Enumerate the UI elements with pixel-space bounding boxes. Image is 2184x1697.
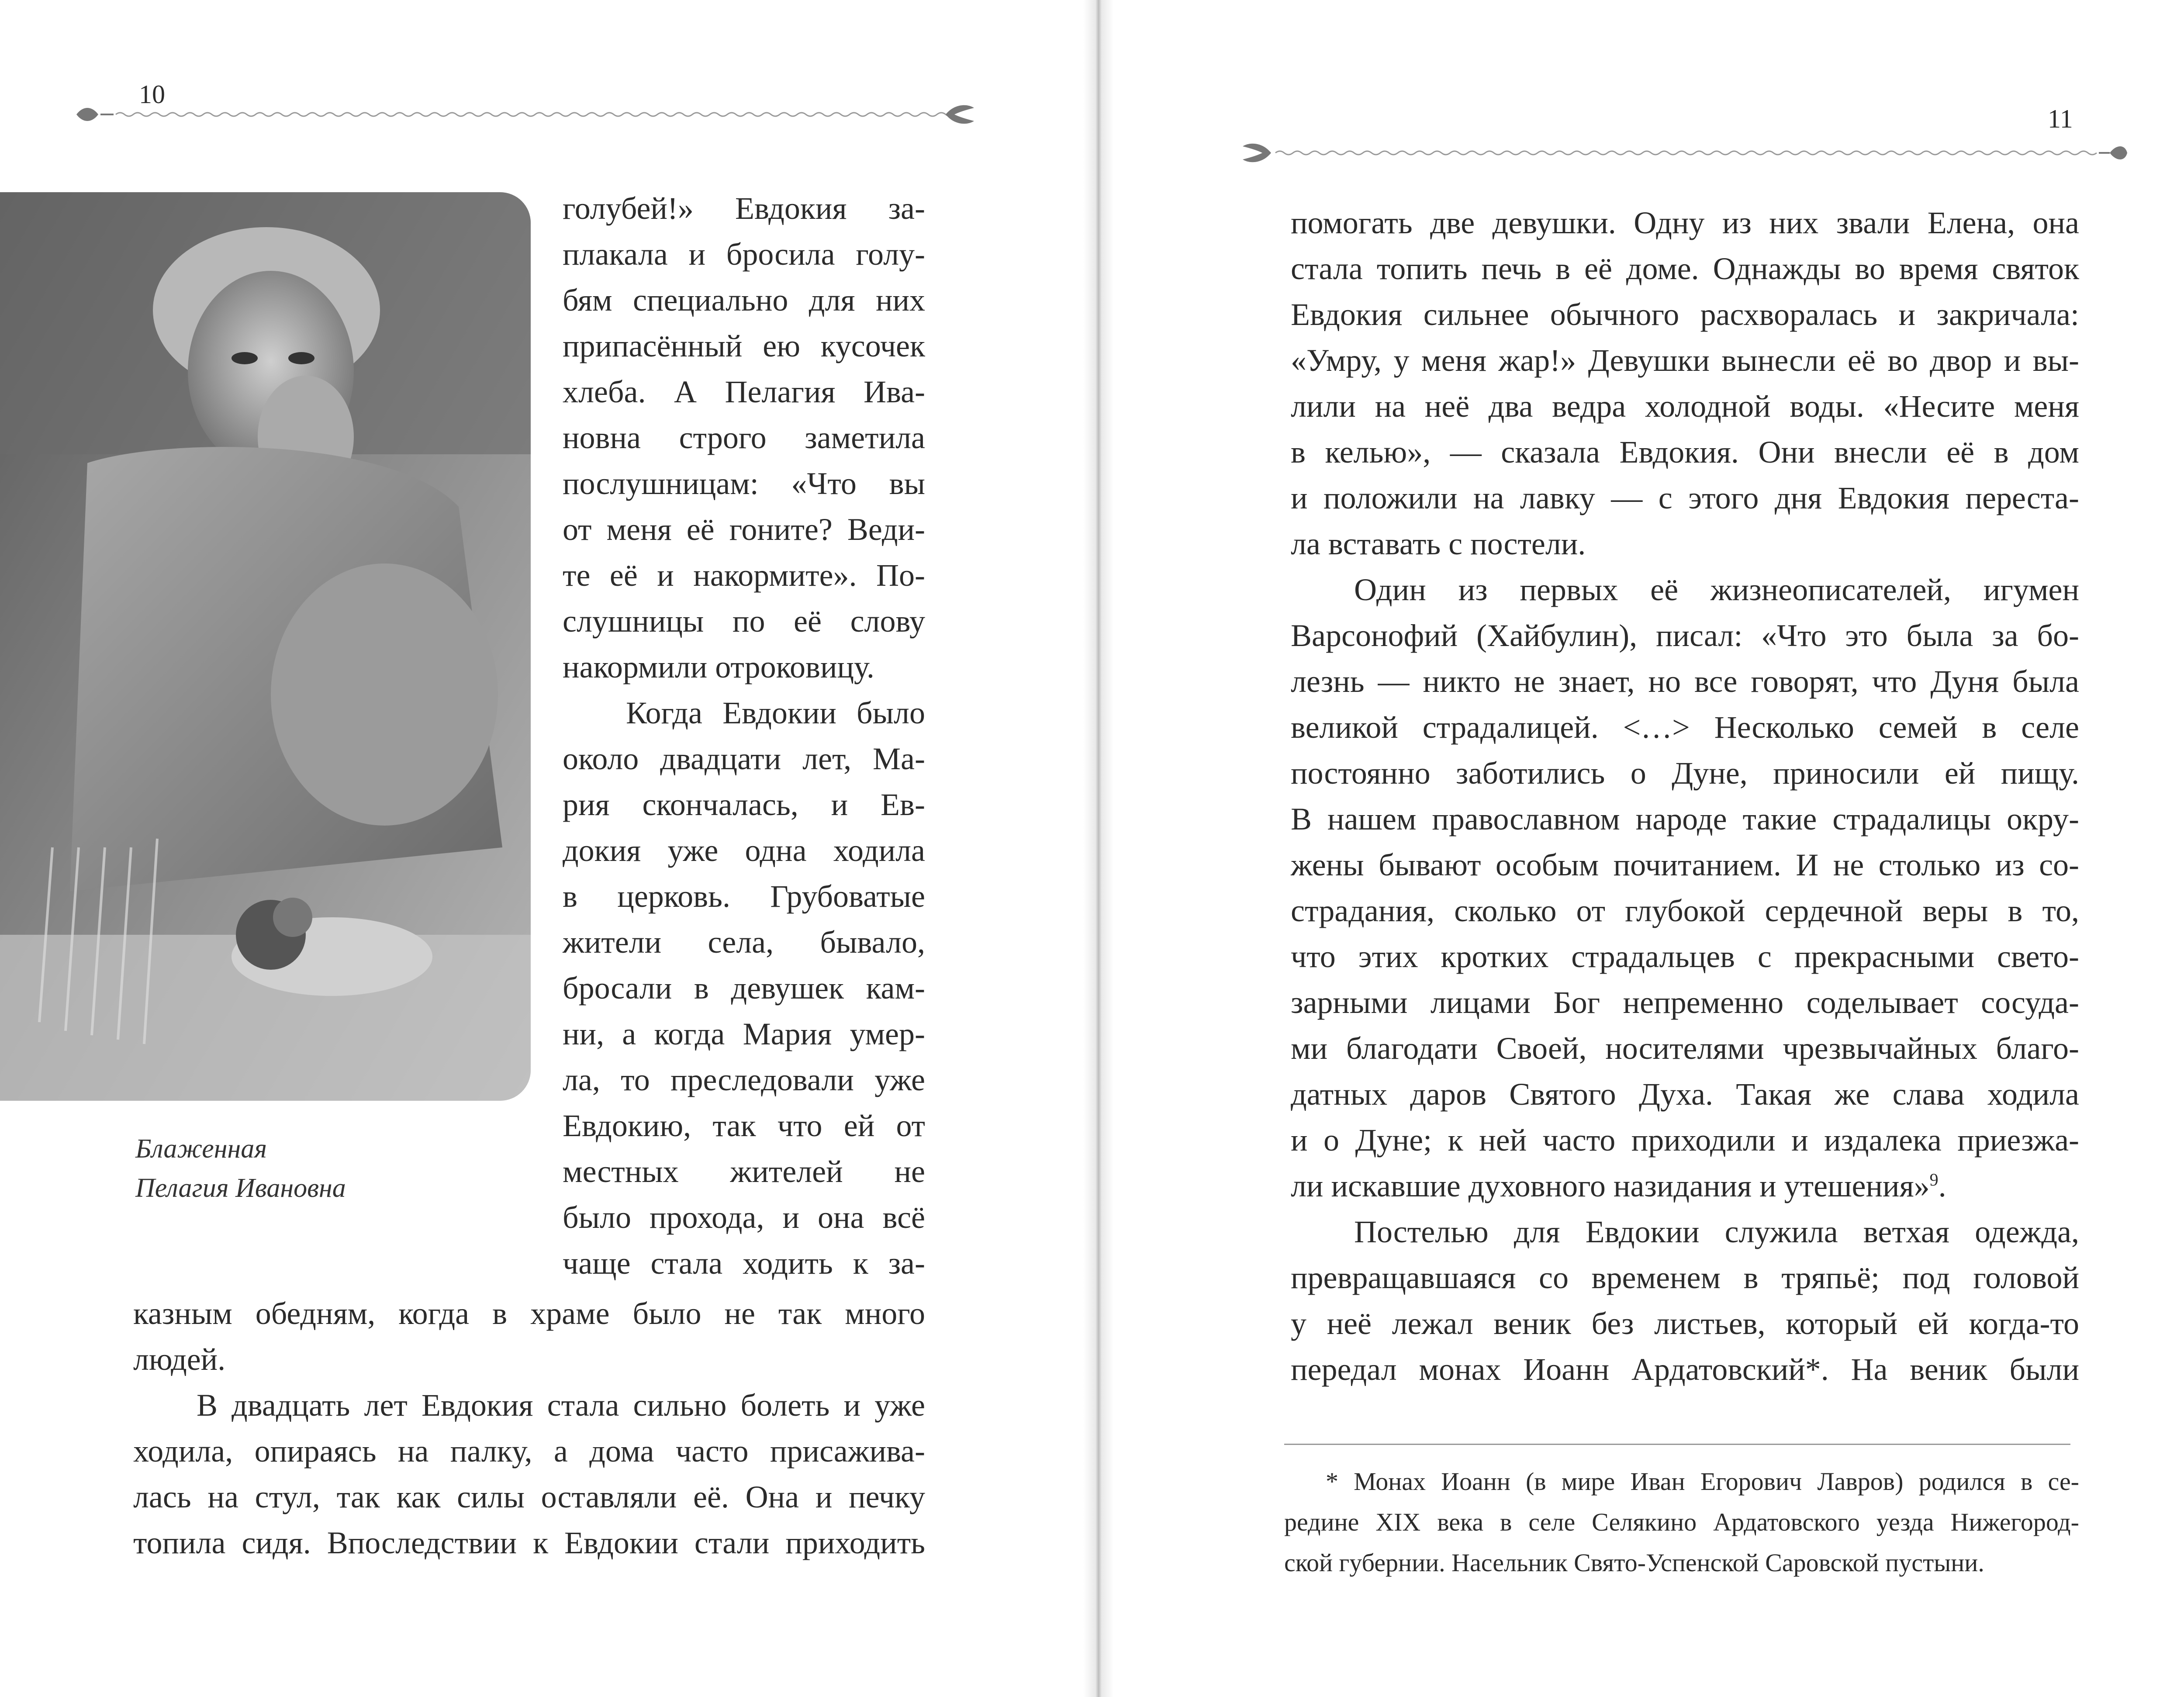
text-line: хлеба. А Пелагия Ива- (563, 374, 925, 409)
portrait-photo (0, 192, 531, 1101)
text-line: что этих кротких страдальцев с прекрасными свето- (1291, 939, 2079, 974)
text-line: ла, то преследовали уже (563, 1062, 925, 1097)
text-line: топила сидя. Впоследствии к Евдокии стали приходить (133, 1525, 925, 1560)
text-line: в церковь. Грубоватые (563, 879, 925, 914)
text-line: рия скончалась, и Ев- (563, 787, 925, 822)
text-line: помогать две девушки. Одну из них звали Елена, она (1291, 205, 2079, 240)
text-line: было прохода, и она всё (563, 1200, 925, 1235)
text-line: накормили отроковицу. (563, 650, 874, 684)
text-line: Евдокию, так что ей от (563, 1108, 925, 1143)
text-line: Постелью для Евдокии служила ветхая одежда, (1354, 1214, 2079, 1249)
text-line: зарными лицами Бог непременно соделывает сосуда- (1291, 985, 2079, 1020)
text-line: датных даров Святого Духа. Такая же слава ходила (1291, 1077, 2079, 1112)
text-line: В двадцать лет Евдокия стала сильно болеть и уже (197, 1388, 925, 1423)
portrait-photo-icon (0, 192, 531, 1101)
caption-line: Блаженная (135, 1134, 267, 1164)
text-line: от меня её гоните? Веди- (563, 512, 925, 547)
text-line: страдания, сколько от глубокой сердечной веры в то, (1291, 893, 2079, 928)
footnote (1284, 1461, 2079, 1583)
footnote-line: ской губернии. Насельник Свято-Успенской Саровской пустыни. (1284, 1548, 1984, 1577)
text-line: превращавшаяся со временем в тряпьё; под головой (1291, 1260, 2079, 1295)
footnote-line: * Монах Иоанн (в мире Иван Егорович Лавров) родился в се- (1326, 1467, 2079, 1496)
text-line: великой страдалицей. <…> Несколько семей в селе (1291, 710, 2079, 745)
text-line: местных жителей не (563, 1154, 925, 1189)
text-line: жены бывают особым почитанием. И не столько из со- (1291, 847, 2079, 882)
text-line: ни, а когда Мария умер- (563, 1016, 925, 1051)
text-line: и о Дуне; к ней часто приходили и издалека приезжа- (1291, 1123, 2079, 1158)
text-line: ли искавшие духовного назидания и утешения»$^9$. (1291, 1168, 1946, 1203)
text-line: около двадцати лет, Ма- (563, 741, 925, 776)
text-line: новна строго заметила (563, 420, 925, 455)
text-line: постоянно заботились о Дуне, приносили ей пищу. (1291, 756, 2079, 791)
text-line: передал монах Иоанн Ардатовский*. На веник были (1291, 1352, 2079, 1387)
text-line: жители села, бывало, (563, 925, 925, 960)
ornament-rule-left-icon (72, 101, 978, 128)
text-line: бросали в девушек кам- (563, 971, 925, 1006)
text-line: ла вставать с постели. (1291, 526, 1586, 561)
text-line: людей. (133, 1342, 226, 1377)
page-number-right: 11 (2048, 104, 2073, 133)
text-line: лезнь — никто не знает, но все говорят, что Дуня была (1291, 664, 2079, 699)
text-line: Евдокия сильнее обычного расхворалась и закричала: (1291, 297, 2079, 332)
footnote-separator (1284, 1444, 2070, 1445)
text-line: лась на стул, так как силы оставляли её. Она и печку (133, 1479, 925, 1514)
text-line: бям специально для них (563, 283, 925, 318)
text-line: докия уже одна ходила (563, 833, 925, 868)
full-width-text-left (133, 1291, 925, 1566)
text-line: В нашем православном народе такие страдалицы окру- (1291, 802, 2079, 836)
text-line: припасённый ею кусочек (563, 328, 925, 363)
text-line: Когда Евдокии было (626, 695, 925, 730)
text-line: послушницам: «Что вы (563, 466, 925, 501)
photo-caption (135, 1129, 441, 1208)
ornament-rule-right-icon (1238, 140, 2129, 166)
text-line: в келью», — сказала Евдокия. Они внесли её в дом (1291, 435, 2079, 470)
text-line: казным обедням, когда в храме было не так много (133, 1296, 925, 1331)
text-line: плакала и бросила голу- (563, 237, 925, 272)
text-line: те её и накормите». По- (563, 558, 925, 593)
text-line: «Умру, у меня жар!» Девушки вынесли её во двор и вы- (1291, 343, 2079, 378)
footnote-line: редине XIX века в селе Селякино Ардатовского уезда Нижегород- (1284, 1508, 2079, 1536)
text-line: и положили на лавку — с этого дня Евдокия переста- (1291, 480, 2079, 515)
text-line: Варсонофий (Хайбулин), писал: «Что это была за бо- (1291, 618, 2079, 653)
narrow-column-text (563, 186, 925, 1286)
text-line: слушницы по её слову (563, 604, 925, 639)
text-line: чаще стала ходить к за- (563, 1246, 925, 1281)
text-line: Один из первых её жизнеописателей, игумен (1354, 572, 2079, 607)
text-line: ми благодати Своей, носителями чрезвычайных благо- (1291, 1031, 2079, 1066)
text-line: голубей!» Евдокия за- (563, 191, 925, 226)
text-line: стала топить печь в её доме. Однажды во время святок (1291, 251, 2079, 286)
text-line: у неё лежал веник без листьев, который ей когда-то (1291, 1306, 2079, 1341)
page-number-left: 10 (139, 80, 165, 109)
caption-line: Пелагия Ивановна (135, 1173, 346, 1203)
text-line: ходила, опираясь на палку, а дома часто присажива- (133, 1434, 925, 1469)
footnote-ref-9: 9 (1929, 1170, 1939, 1189)
text-line: лили на неё два ведра холодной воды. «Несите меня (1291, 389, 2079, 424)
text-line-content: ли искавшие духовного назидания и утешения» (1291, 1168, 1930, 1203)
right-page-text (1291, 200, 2079, 1393)
